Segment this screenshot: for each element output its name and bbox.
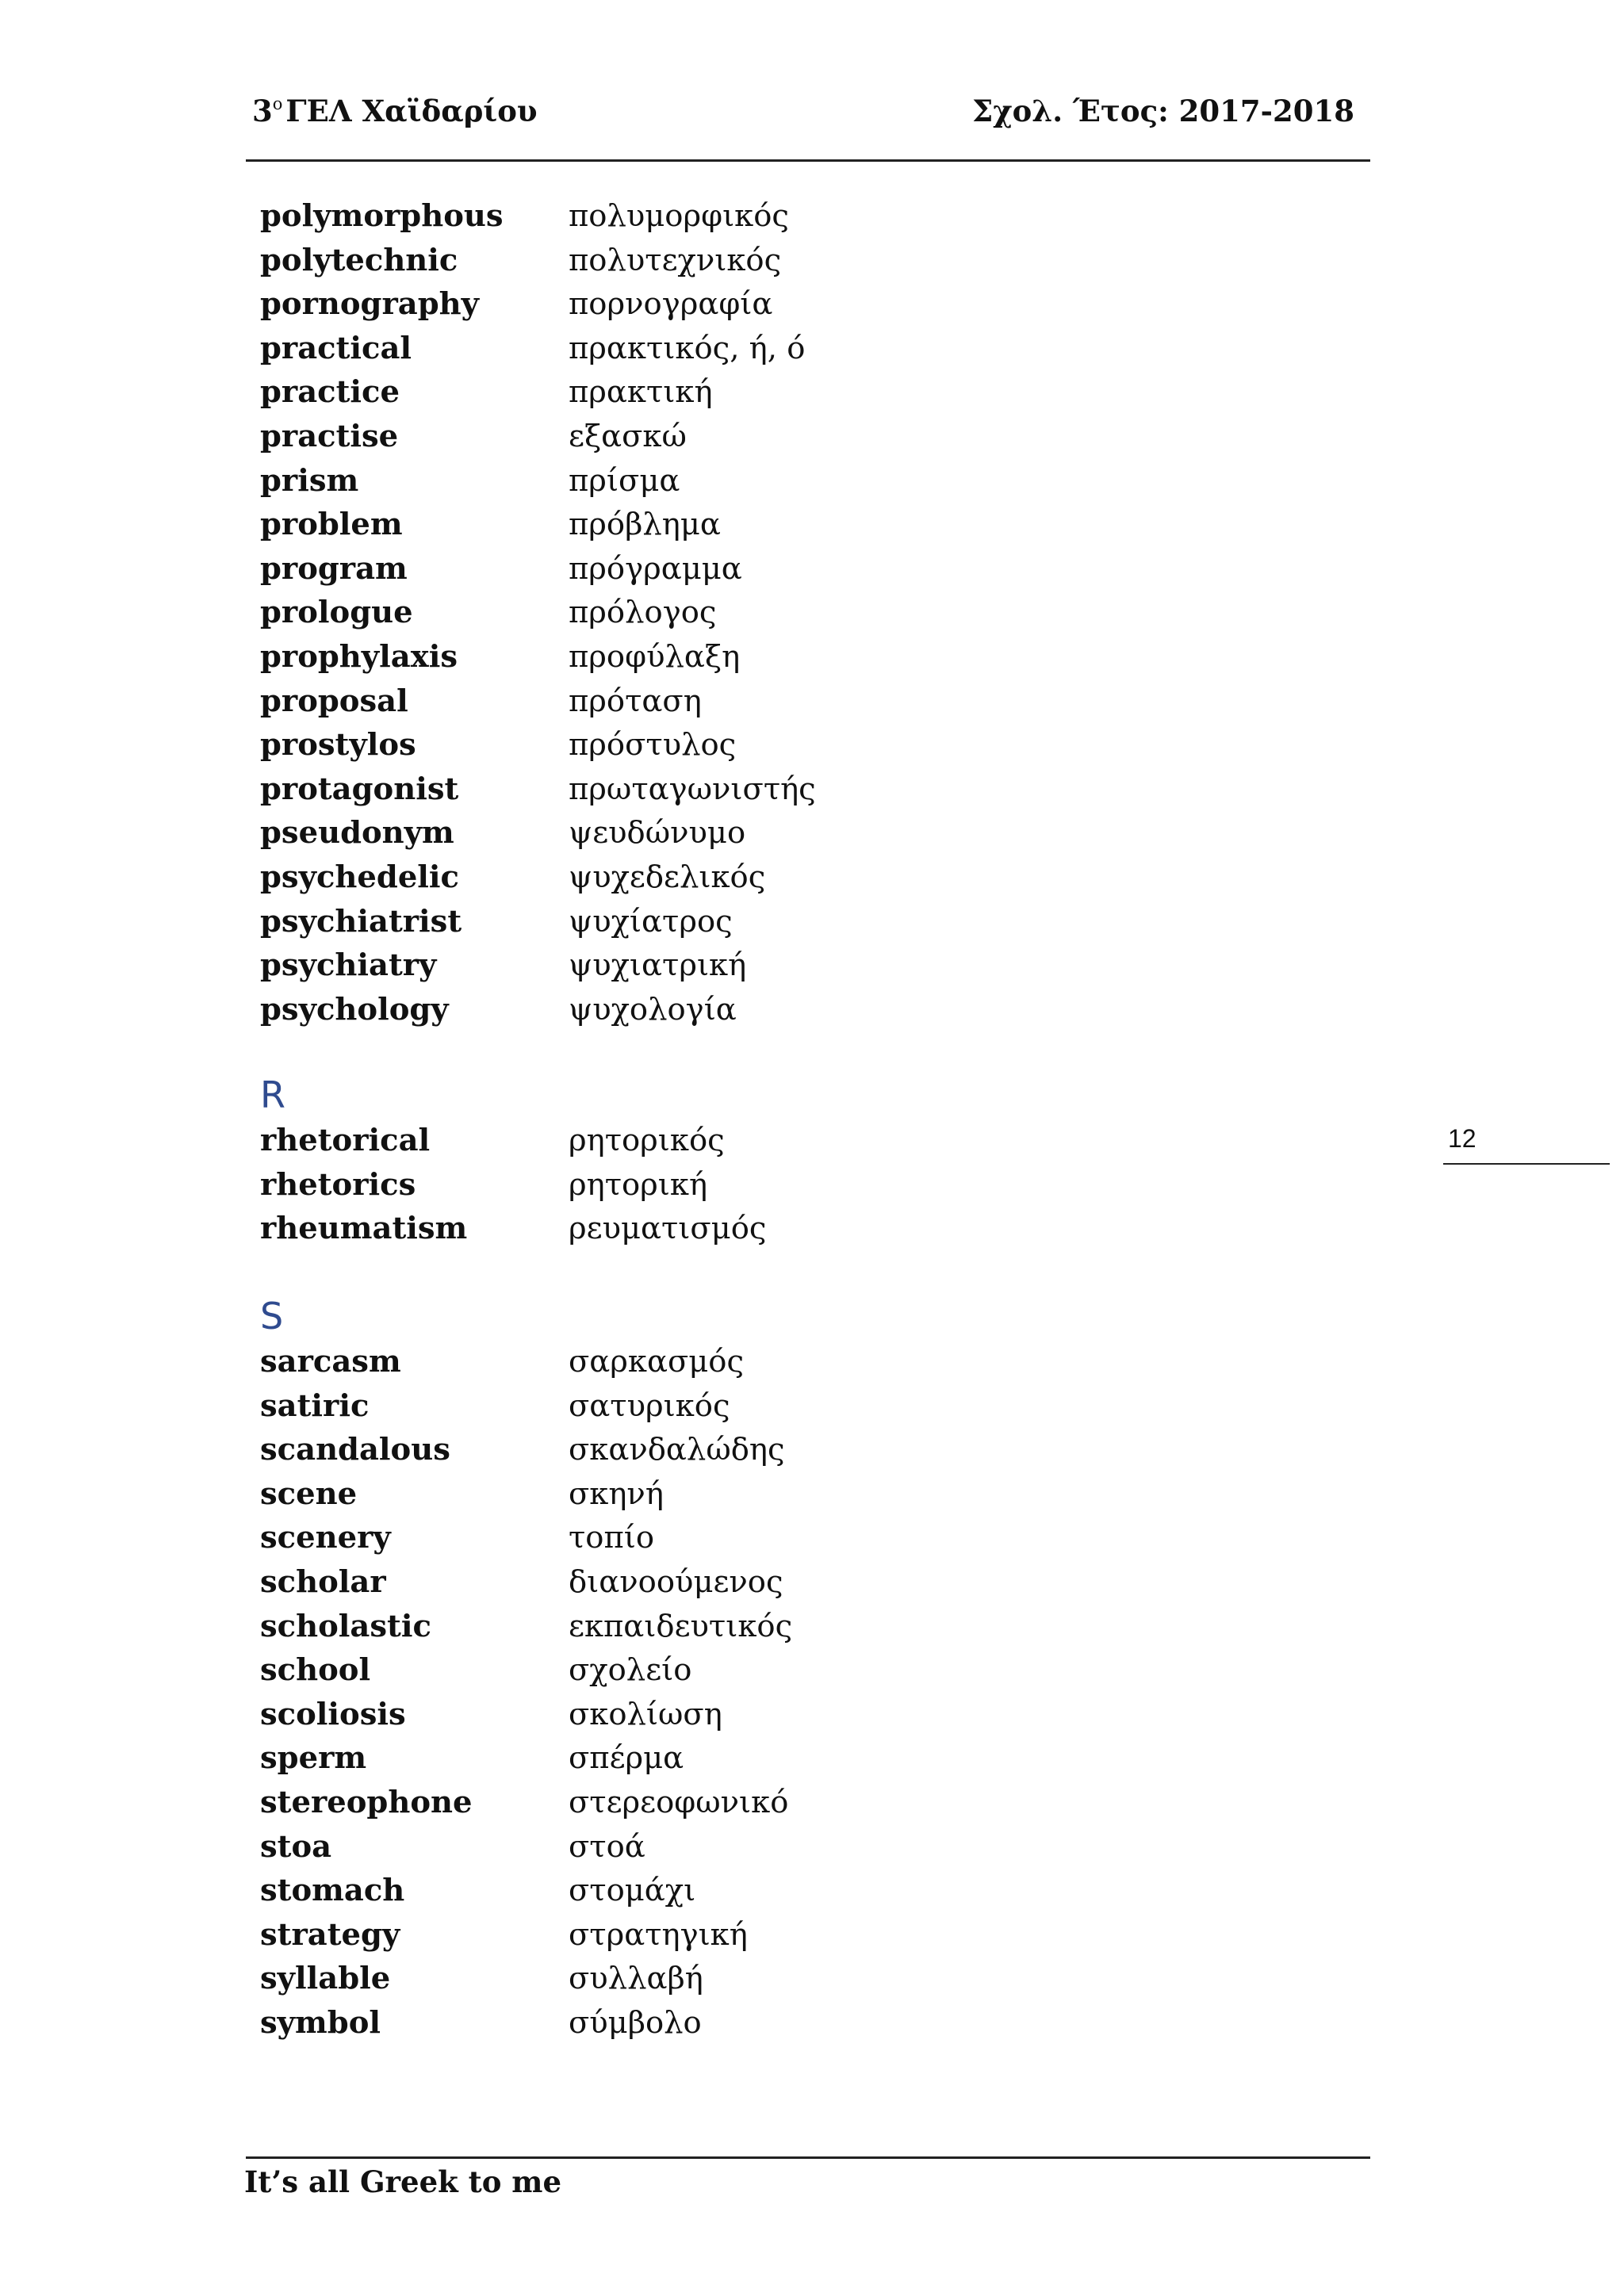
glossary-entry [260, 679, 1212, 724]
entry-term: stoa [260, 1828, 332, 1865]
entry-translation: πρόλογος [569, 595, 717, 631]
glossary-entry [260, 1207, 1212, 1251]
glossary-entry [260, 282, 1212, 327]
glossary-entry [260, 1825, 1212, 1869]
entry-term: scandalous [260, 1432, 450, 1468]
entry-term: prophylaxis [260, 638, 458, 675]
entry-translation: διανοούμενος [569, 1564, 783, 1601]
entry-translation: σχολείο [569, 1652, 692, 1689]
glossary-entry [260, 1736, 1212, 1781]
glossary-entry [260, 239, 1212, 283]
glossary-group-r [260, 1119, 1212, 1251]
entry-translation: πρόταση [569, 683, 702, 719]
glossary-entry [260, 988, 1212, 1032]
entry-term: rheumatism [260, 1211, 468, 1247]
glossary-entry [260, 1957, 1212, 2001]
glossary-entry [260, 1693, 1212, 1737]
entry-translation: πολυμορφικός [569, 198, 789, 234]
entry-translation: στερεοφωνικό [569, 1785, 789, 1820]
glossary-entry [260, 327, 1212, 371]
section-gap [260, 1251, 1212, 1292]
glossary-entry [260, 723, 1212, 767]
entry-translation: ψυχολογία [569, 991, 737, 1027]
glossary-entry [260, 459, 1212, 503]
page-footer: It’s all Greek to me [244, 2164, 561, 2199]
glossary-entry [260, 1648, 1212, 1693]
glossary-entry [260, 503, 1212, 547]
entry-term: rhetorical [260, 1123, 431, 1159]
entry-term: pornography [260, 286, 479, 323]
entry-term: satiric [260, 1387, 370, 1424]
glossary-entry [260, 635, 1212, 679]
entry-term: psychology [260, 991, 449, 1027]
glossary-entry [260, 2001, 1212, 2045]
entry-term: proposal [260, 683, 408, 719]
entry-term: symbol [260, 2004, 381, 2041]
entry-translation: σκολίωση [569, 1696, 722, 1732]
entry-translation: σύμβολο [569, 2004, 702, 2041]
entry-term: psychiatry [260, 947, 437, 984]
glossary-entry [260, 547, 1212, 591]
entry-translation: σαρκασμός [569, 1344, 745, 1380]
entry-term: pseudonym [260, 815, 454, 851]
entry-translation: πρωταγωνιστής [569, 771, 816, 807]
entry-term: practice [260, 374, 400, 411]
entry-translation: στρατηγική [569, 1916, 748, 1953]
entry-translation: σπέρμα [569, 1740, 684, 1777]
glossary-entry [260, 1516, 1212, 1560]
glossary-entry [260, 1605, 1212, 1649]
glossary-entry [260, 591, 1212, 635]
entry-translation: στομάχι [569, 1873, 696, 1909]
entry-term: practical [260, 330, 412, 366]
school-name [252, 94, 538, 128]
footer-rule [246, 2156, 1370, 2159]
entry-term: polytechnic [260, 242, 458, 278]
entry-translation: πρόστυλος [569, 727, 737, 763]
entry-translation: εκπαιδευτικός [569, 1608, 793, 1644]
entry-translation: πρόγραμμα [569, 550, 742, 587]
entry-term: practise [260, 418, 399, 454]
entry-term: prism [260, 462, 359, 499]
school-year: Σχολ. Έτος: 2017-2018 [972, 94, 1354, 128]
glossary-entry [260, 370, 1212, 415]
glossary [260, 194, 1212, 2045]
ordinal-marker: ο [272, 94, 283, 113]
entry-term: stereophone [260, 1785, 473, 1820]
entry-translation: πρακτική [569, 374, 713, 411]
glossary-entry [260, 811, 1212, 855]
entry-translation: ψυχιατρική [569, 947, 747, 984]
page-number: 12 [1448, 1124, 1477, 1153]
entry-translation: πολυτεχνικός [569, 242, 782, 278]
entry-term: sarcasm [260, 1344, 401, 1380]
entry-translation: ρητορική [569, 1166, 708, 1203]
glossary-entry [260, 1472, 1212, 1517]
school-title: ΓΕΛ Χαϊδαρίου [285, 94, 538, 128]
entry-term: strategy [260, 1916, 400, 1953]
glossary-entry [260, 1913, 1212, 1957]
entry-translation: πρίσμα [569, 462, 680, 499]
entry-term: scenery [260, 1520, 391, 1556]
entry-translation: σατυρικός [569, 1387, 730, 1424]
glossary-entry [260, 1163, 1212, 1207]
entry-term: scholastic [260, 1608, 431, 1644]
entry-term: scene [260, 1475, 358, 1512]
entry-term: problem [260, 507, 403, 543]
entry-translation: πρακτικός, ή, ό [569, 330, 806, 366]
entry-term: stomach [260, 1873, 405, 1909]
entry-term: scoliosis [260, 1696, 406, 1732]
entry-term: polymorphous [260, 198, 504, 234]
entry-term: psychedelic [260, 859, 460, 895]
entry-translation: σκηνή [569, 1475, 664, 1512]
entry-term: school [260, 1652, 371, 1689]
entry-translation: ρευματισμός [569, 1211, 767, 1247]
glossary-entry [260, 1781, 1212, 1825]
page-number-rule [1443, 1163, 1610, 1165]
school-number: 3 [252, 94, 273, 128]
entry-translation: ρητορικός [569, 1123, 725, 1159]
entry-term: syllable [260, 1961, 391, 1997]
entry-term: program [260, 550, 408, 587]
glossary-group-s [260, 1340, 1212, 2045]
entry-term: rhetorics [260, 1166, 416, 1203]
entry-translation: τοπίο [569, 1520, 655, 1556]
glossary-entry [260, 1119, 1212, 1163]
entry-translation: πορνογραφία [569, 286, 773, 323]
section-heading-s: S [260, 1295, 284, 1338]
entry-translation: πρόβλημα [569, 507, 721, 543]
entry-term: psychiatrist [260, 903, 462, 939]
glossary-entry [260, 1560, 1212, 1605]
glossary-group-p [260, 194, 1212, 1031]
glossary-entry [260, 1340, 1212, 1384]
glossary-entry [260, 855, 1212, 900]
section-heading-r: R [260, 1073, 285, 1117]
page-header [252, 94, 1354, 141]
glossary-entry [260, 900, 1212, 944]
entry-term: protagonist [260, 771, 459, 807]
entry-translation: σκανδαλώδης [569, 1432, 785, 1468]
entry-translation: εξασκώ [569, 418, 687, 454]
header-rule [246, 159, 1370, 162]
entry-translation: ψευδώνυμο [569, 815, 746, 851]
entry-term: scholar [260, 1564, 386, 1601]
glossary-entry [260, 415, 1212, 459]
entry-term: prostylos [260, 727, 416, 763]
glossary-entry [260, 943, 1212, 988]
section-gap [260, 1031, 1212, 1071]
glossary-entry [260, 1869, 1212, 1913]
entry-translation: ψυχίατρος [569, 903, 733, 939]
entry-translation: ψυχεδελικός [569, 859, 766, 895]
entry-translation: συλλαβή [569, 1961, 703, 1997]
entry-translation: στοά [569, 1828, 645, 1865]
entry-term: sperm [260, 1740, 367, 1777]
glossary-entry [260, 1428, 1212, 1472]
entry-translation: προφύλαξη [569, 638, 741, 675]
entry-term: prologue [260, 595, 413, 631]
glossary-entry [260, 1384, 1212, 1429]
glossary-entry [260, 194, 1212, 239]
glossary-entry [260, 767, 1212, 812]
